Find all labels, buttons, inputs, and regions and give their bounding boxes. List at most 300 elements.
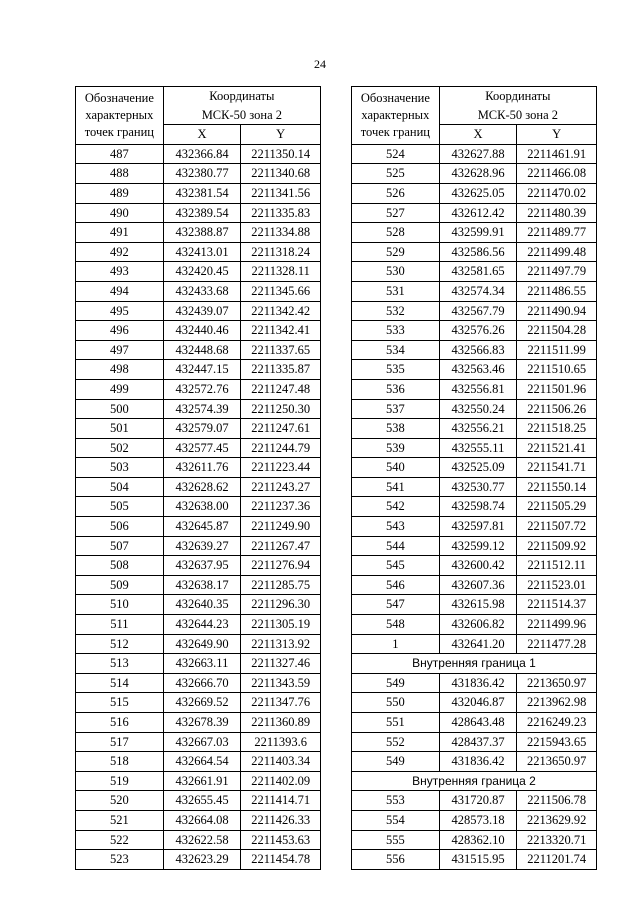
x-cell: 432598.74 [439,497,517,517]
table-row [76,595,321,615]
point-id-cell: 555 [352,830,440,850]
x-cell: 432581.65 [439,262,517,282]
point-id-cell: 510 [76,595,164,615]
table-row [76,673,321,693]
y-cell: 2211250.30 [241,399,321,419]
y-cell: 2211518.25 [517,419,597,439]
y-cell: 2211328.11 [241,262,321,282]
y-cell: 2211247.61 [241,419,321,439]
y-cell: 2213650.97 [517,752,597,772]
table-row [352,615,597,635]
point-id-cell: 514 [76,673,164,693]
header-line: характерных [85,107,154,122]
table-row [352,595,597,615]
y-cell: 2211342.41 [241,321,321,341]
point-id-cell: 497 [76,340,164,360]
y-cell: 2211512.11 [517,556,597,576]
y-cell: 2211414.71 [241,791,321,811]
x-cell: 432567.79 [439,301,517,321]
x-cell: 432577.45 [163,438,241,458]
table-row [352,340,597,360]
y-cell: 2211480.39 [517,203,597,223]
x-cell: 432607.36 [439,575,517,595]
point-id-cell: 490 [76,203,164,223]
table-row [352,458,597,478]
table-row [76,477,321,497]
point-id-cell: 538 [352,419,440,439]
table-row [76,242,321,262]
y-cell: 2213650.97 [517,673,597,693]
y-cell: 2211501.96 [517,379,597,399]
y-cell: 2211342.42 [241,301,321,321]
point-id-cell: 522 [76,830,164,850]
x-cell: 432611.76 [163,458,241,478]
y-cell: 2211510.65 [517,360,597,380]
table-row [352,164,597,184]
table-row [352,634,597,654]
y-cell: 2211507.72 [517,517,597,537]
table-row [76,575,321,595]
section-header: Внутренняя граница 2 [352,771,597,791]
point-id-cell: 539 [352,438,440,458]
x-header: X [163,125,241,145]
x-cell: 432628.62 [163,477,241,497]
points-header [352,87,440,145]
x-cell: 432550.24 [439,399,517,419]
x-cell: 432380.77 [163,164,241,184]
x-cell: 432623.29 [163,850,241,870]
x-cell: 432556.81 [439,379,517,399]
y-cell: 2211504.28 [517,321,597,341]
y-cell: 2213629.92 [517,810,597,830]
header-line: точек границ [360,124,430,139]
table-row [76,262,321,282]
point-id-cell: 509 [76,575,164,595]
header-line: точек границ [84,124,154,139]
table-row [76,693,321,713]
table-row [76,360,321,380]
y-cell: 2211489.77 [517,223,597,243]
coords-header: Координаты [439,87,596,106]
y-cell: 2211267.47 [241,536,321,556]
table-row [352,438,597,458]
x-cell: 432666.70 [163,673,241,693]
y-cell: 2211509.92 [517,536,597,556]
point-id-cell: 505 [76,497,164,517]
table-row [76,517,321,537]
y-cell: 2211305.19 [241,615,321,635]
x-cell: 432420.45 [163,262,241,282]
y-cell: 2211453.63 [241,830,321,850]
point-id-cell: 553 [352,791,440,811]
point-id-cell: 511 [76,615,164,635]
x-cell: 432525.09 [439,458,517,478]
y-cell: 2211505.29 [517,497,597,517]
y-cell: 2211276.94 [241,556,321,576]
point-id-cell: 535 [352,360,440,380]
y-cell: 2211461.91 [517,144,597,164]
table-row [352,477,597,497]
coords-header: Координаты [163,87,320,106]
table-row [352,399,597,419]
point-id-cell: 552 [352,732,440,752]
x-cell: 432574.39 [163,399,241,419]
x-cell: 432447.15 [163,360,241,380]
table-row [76,497,321,517]
y-cell: 2211313.92 [241,634,321,654]
coords-system-header: МСК-50 зона 2 [439,106,596,125]
x-cell: 428437.37 [439,732,517,752]
y-cell: 2211334.88 [241,223,321,243]
table-row [76,634,321,654]
x-cell: 432669.52 [163,693,241,713]
x-cell: 432640.35 [163,595,241,615]
table-row [352,810,597,830]
table-row [352,536,597,556]
y-cell: 2213320.71 [517,830,597,850]
table-row [352,693,597,713]
y-cell: 2211347.76 [241,693,321,713]
table-row [76,301,321,321]
x-cell: 432622.58 [163,830,241,850]
y-cell: 2211285.75 [241,575,321,595]
y-cell: 2211521.41 [517,438,597,458]
table-row [352,223,597,243]
x-cell: 432388.87 [163,223,241,243]
table-row [352,713,597,733]
y-cell: 2211340.68 [241,164,321,184]
x-cell: 432600.42 [439,556,517,576]
point-id-cell: 531 [352,281,440,301]
point-id-cell: 544 [352,536,440,556]
table-row [76,713,321,733]
y-cell: 2211541.71 [517,458,597,478]
y-cell: 2211318.24 [241,242,321,262]
y-cell: 2211393.6 [241,732,321,752]
table-row [352,732,597,752]
y-cell: 2211247.48 [241,379,321,399]
point-id-cell: 525 [352,164,440,184]
point-id-cell: 526 [352,183,440,203]
table-row [76,850,321,870]
y-cell: 2211243.27 [241,477,321,497]
table-row [76,536,321,556]
x-cell: 432655.45 [163,791,241,811]
table-row [352,262,597,282]
y-cell: 2211514.37 [517,595,597,615]
x-cell: 428643.48 [439,713,517,733]
point-id-cell: 541 [352,477,440,497]
point-id-cell: 520 [76,791,164,811]
x-cell: 432641.20 [439,634,517,654]
table-row [76,810,321,830]
page-number: 24 [314,57,326,71]
table-row [76,791,321,811]
y-cell: 2211511.99 [517,340,597,360]
x-cell: 432615.98 [439,595,517,615]
y-cell: 2211337.65 [241,340,321,360]
table-row [76,830,321,850]
y-cell: 2211249.90 [241,517,321,537]
point-id-cell: 537 [352,399,440,419]
y-cell: 2211360.89 [241,713,321,733]
x-cell: 432439.07 [163,301,241,321]
x-cell: 432667.03 [163,732,241,752]
point-id-cell: 554 [352,810,440,830]
point-id-cell: 549 [352,752,440,772]
x-cell: 432448.68 [163,340,241,360]
y-cell: 2211335.87 [241,360,321,380]
point-id-cell: 543 [352,517,440,537]
y-cell: 2211341.56 [241,183,321,203]
table-row [352,556,597,576]
table-row [352,654,597,674]
point-id-cell: 495 [76,301,164,321]
point-id-cell: 515 [76,693,164,713]
x-cell: 432612.42 [439,203,517,223]
x-cell: 432627.88 [439,144,517,164]
y-cell: 2211454.78 [241,850,321,870]
y-cell: 2211350.14 [241,144,321,164]
table-row [352,419,597,439]
point-id-cell: 547 [352,595,440,615]
x-cell: 432046.87 [439,693,517,713]
point-id-cell: 518 [76,752,164,772]
x-cell: 432413.01 [163,242,241,262]
table-row [76,615,321,635]
y-cell: 2211499.96 [517,615,597,635]
x-cell: 432433.68 [163,281,241,301]
y-cell: 2211335.83 [241,203,321,223]
point-id-cell: 489 [76,183,164,203]
y-cell: 2213962.98 [517,693,597,713]
y-header: Y [241,125,321,145]
y-cell: 2211466.08 [517,164,597,184]
point-id-cell: 524 [352,144,440,164]
x-cell: 432606.82 [439,615,517,635]
x-cell: 432440.46 [163,321,241,341]
x-cell: 432599.91 [439,223,517,243]
table-row [352,497,597,517]
point-id-cell: 508 [76,556,164,576]
point-id-cell: 506 [76,517,164,537]
y-cell: 2211244.79 [241,438,321,458]
x-cell: 432530.77 [439,477,517,497]
table-row [76,183,321,203]
y-cell: 2211499.48 [517,242,597,262]
point-id-cell: 488 [76,164,164,184]
section-header: Внутренняя граница 1 [352,654,597,674]
x-cell: 432661.91 [163,771,241,791]
point-id-cell: 1 [352,634,440,654]
point-id-cell: 487 [76,144,164,164]
x-cell: 431720.87 [439,791,517,811]
y-cell: 2211523.01 [517,575,597,595]
point-id-cell: 504 [76,477,164,497]
table-row [352,830,597,850]
point-id-cell: 542 [352,497,440,517]
y-cell: 2211223.44 [241,458,321,478]
table-row [352,850,597,870]
x-cell: 432599.12 [439,536,517,556]
table-row [352,144,597,164]
y-cell: 2211486.55 [517,281,597,301]
y-cell: 2211296.30 [241,595,321,615]
x-cell: 432381.54 [163,183,241,203]
x-cell: 431836.42 [439,752,517,772]
y-cell: 2211402.09 [241,771,321,791]
point-id-cell: 523 [76,850,164,870]
point-id-cell: 550 [352,693,440,713]
table-row [352,183,597,203]
table-row [76,556,321,576]
point-id-cell: 534 [352,340,440,360]
y-cell: 2211201.74 [517,850,597,870]
table-row [76,654,321,674]
point-id-cell: 546 [352,575,440,595]
x-cell: 432597.81 [439,517,517,537]
point-id-cell: 501 [76,419,164,439]
y-cell: 2211237.36 [241,497,321,517]
y-cell: 2211506.78 [517,791,597,811]
table-row [76,752,321,772]
point-id-cell: 540 [352,458,440,478]
table-row [352,752,597,772]
coordinates-table-right [351,86,597,870]
x-cell: 432566.83 [439,340,517,360]
x-cell: 432645.87 [163,517,241,537]
point-id-cell: 530 [352,262,440,282]
coordinates-table-left [75,86,321,870]
y-cell: 2211470.02 [517,183,597,203]
x-cell: 432366.84 [163,144,241,164]
x-cell: 432639.27 [163,536,241,556]
table-row [352,791,597,811]
point-id-cell: 494 [76,281,164,301]
x-cell: 428362.10 [439,830,517,850]
point-id-cell: 519 [76,771,164,791]
x-header: X [439,125,517,145]
x-cell: 432625.05 [439,183,517,203]
x-cell: 432664.54 [163,752,241,772]
point-id-cell: 507 [76,536,164,556]
x-cell: 432389.54 [163,203,241,223]
x-cell: 432637.95 [163,556,241,576]
point-id-cell: 498 [76,360,164,380]
x-cell: 431836.42 [439,673,517,693]
point-id-cell: 512 [76,634,164,654]
y-cell: 2211490.94 [517,301,597,321]
point-id-cell: 549 [352,673,440,693]
x-cell: 432556.21 [439,419,517,439]
table-row [352,242,597,262]
point-id-cell: 545 [352,556,440,576]
table-row [352,517,597,537]
table-row [76,732,321,752]
y-cell: 2211343.59 [241,673,321,693]
point-id-cell: 493 [76,262,164,282]
point-id-cell: 551 [352,713,440,733]
x-cell: 432644.23 [163,615,241,635]
y-header: Y [517,125,597,145]
x-cell: 432563.46 [439,360,517,380]
point-id-cell: 521 [76,810,164,830]
x-cell: 432649.90 [163,634,241,654]
table-row [352,301,597,321]
table-row [76,379,321,399]
point-id-cell: 517 [76,732,164,752]
table-row [352,673,597,693]
point-id-cell: 500 [76,399,164,419]
y-cell: 2211345.66 [241,281,321,301]
x-cell: 432638.17 [163,575,241,595]
point-id-cell: 527 [352,203,440,223]
point-id-cell: 499 [76,379,164,399]
x-cell: 428573.18 [439,810,517,830]
y-cell: 2211403.34 [241,752,321,772]
point-id-cell: 492 [76,242,164,262]
point-id-cell: 532 [352,301,440,321]
point-id-cell: 556 [352,850,440,870]
x-cell: 432586.56 [439,242,517,262]
point-id-cell: 548 [352,615,440,635]
x-cell: 432572.76 [163,379,241,399]
y-cell: 2211426.33 [241,810,321,830]
header-line: Обозначение [360,90,430,105]
y-cell: 2211550.14 [517,477,597,497]
table-row [352,321,597,341]
y-cell: 2211506.26 [517,399,597,419]
y-cell: 2215943.65 [517,732,597,752]
point-id-cell: 502 [76,438,164,458]
x-cell: 432576.26 [439,321,517,341]
x-cell: 431515.95 [439,850,517,870]
header-line: Обозначение [84,90,154,105]
table-row [76,399,321,419]
y-cell: 2211497.79 [517,262,597,282]
table-row [352,203,597,223]
point-id-cell: 513 [76,654,164,674]
table-row [352,360,597,380]
point-id-cell: 496 [76,321,164,341]
x-cell: 432663.11 [163,654,241,674]
point-id-cell: 536 [352,379,440,399]
x-cell: 432664.08 [163,810,241,830]
coords-system-header: МСК-50 зона 2 [163,106,320,125]
point-id-cell: 529 [352,242,440,262]
table-row [352,575,597,595]
table-row [352,771,597,791]
table-row [352,281,597,301]
y-cell: 2211327.46 [241,654,321,674]
x-cell: 432579.07 [163,419,241,439]
point-id-cell: 528 [352,223,440,243]
y-cell: 2216249.23 [517,713,597,733]
header-line: характерных [361,107,430,122]
points-header [76,87,164,145]
point-id-cell: 533 [352,321,440,341]
table-row [76,321,321,341]
point-id-cell: 516 [76,713,164,733]
table-row [76,771,321,791]
x-cell: 432555.11 [439,438,517,458]
point-id-cell: 503 [76,458,164,478]
table-row [76,223,321,243]
table-row [76,164,321,184]
table-row [76,203,321,223]
table-row [76,458,321,478]
table-row [352,379,597,399]
